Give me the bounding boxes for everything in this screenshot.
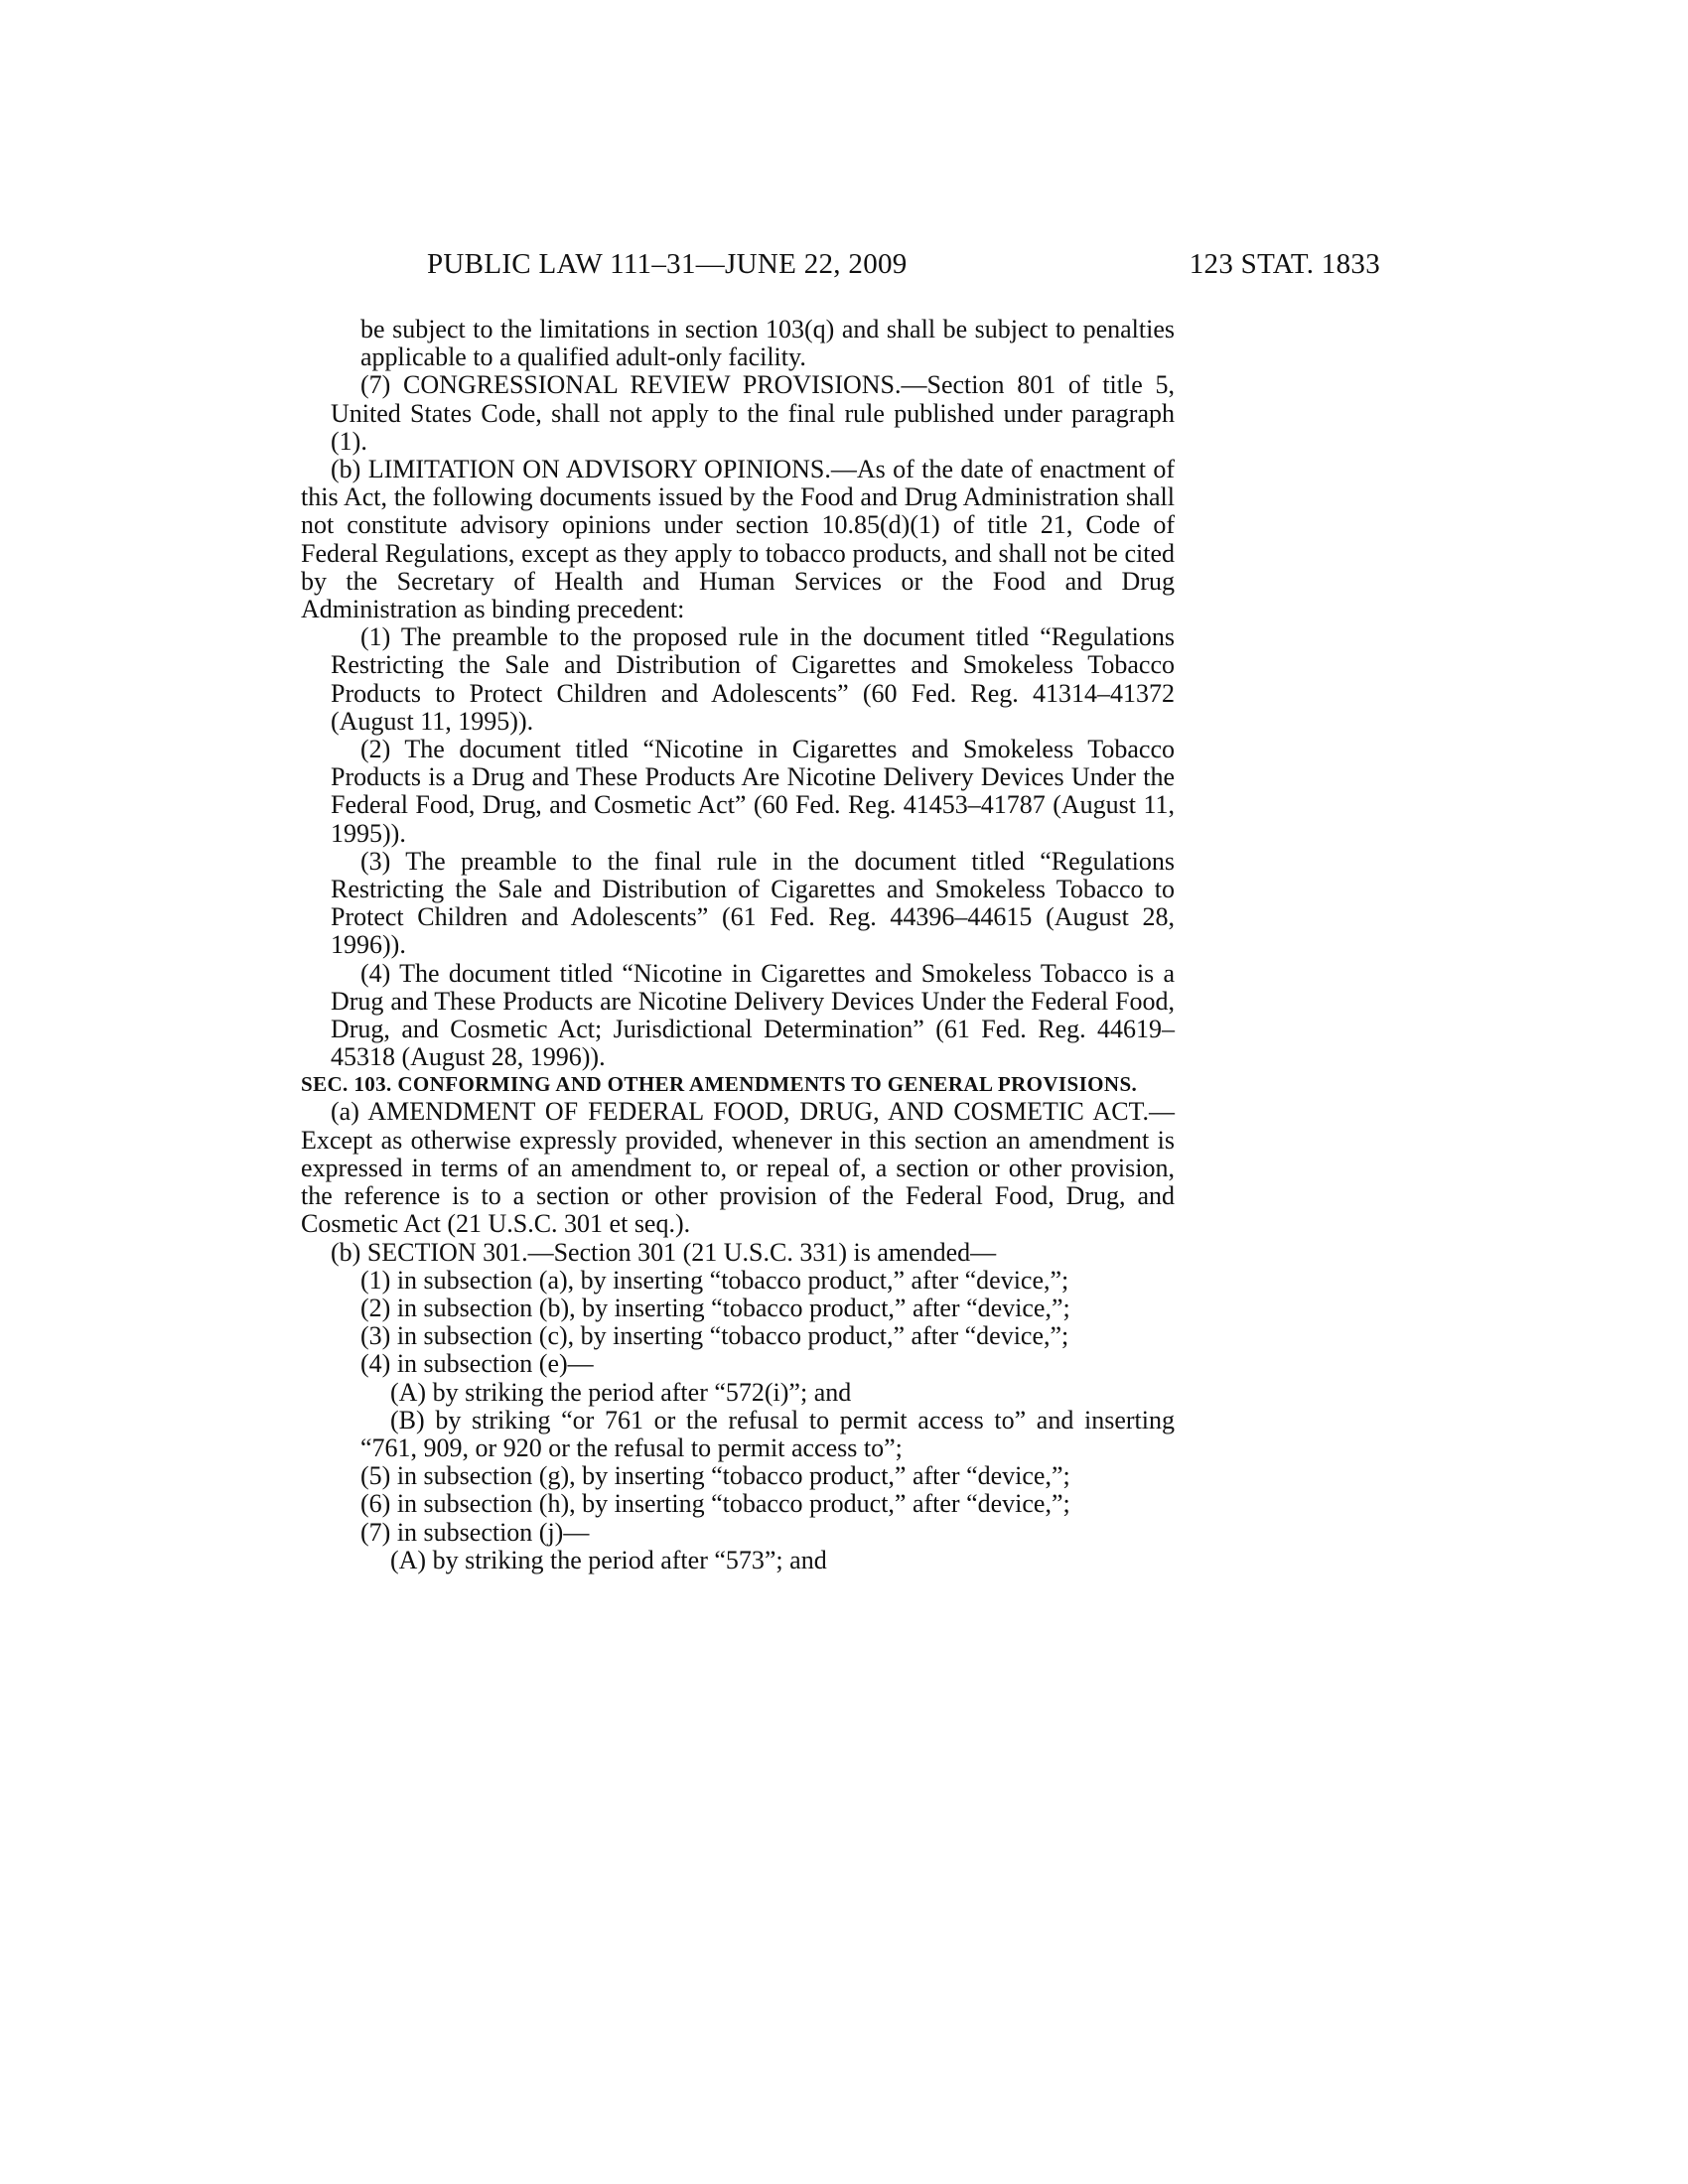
list-subitem-e-b: (B) by striking “or 761 or the refusal to permit access to” and inserting “761, 909, or 920 or the refusal to permit access to”; [360,1405,1175,1462]
list-subitem-j-a: (A) by striking the period after “573”; and [390,1545,827,1574]
list-item-subsection-b: (2) in subsection (b), by inserting “tobacco product,” after “device,”; [360,1293,1070,1322]
list-item-subsection-h: (6) in subsection (h), by inserting “tobacco product,” after “device,”; [360,1489,1070,1519]
running-head-title: PUBLIC LAW 111–31—JUNE 22, 2009 [427,248,908,280]
list-item-subsection-g: (5) in subsection (g), by inserting “tobacco product,” after “device,”; [360,1461,1070,1491]
body-text [301,316,1175,1574]
list-item-4-jurisdictional-determination: (4) The document titled “Nicotine in Cigarettes and Smokeless Tobacco is a Drug and These Products are Nicotine Delivery Devices Under the Federal Food, Drug, and Cosmetic Act; Jurisdictional Determination” (61 Fed. Reg. 44619–45318 (August 28, 1996)). [331,958,1175,1072]
list-item-subsection-a: (1) in subsection (a), by inserting “tobacco product,” after “device,”; [360,1265,1069,1295]
list-item-2-nicotine-document: (2) The document titled “Nicotine in Cigarettes and Smokeless Tobacco Products is a Drug and These Products Are Nicotine Delivery Devices Under the Federal Food, Drug, and Cosmetic Act” (60 Fed. Reg. 41453–41787 (August 11, 1995)). [331,735,1175,848]
list-item-1-preamble-proposed-rule: (1) The preamble to the proposed rule in the document titled “Regulations Restricting the Sale and Distribution of Cigarettes and Smokeless Tobacco Products to Protect Children and Adolescents” (60 Fed. Reg. 41314–41372 (August 11, 1995)). [331,622,1175,736]
paragraph-limitation-advisory-opinions: (b) LIMITATION ON ADVISORY OPINIONS.—As of the date of enactment of this Act, the following documents issued by the Food and Drug Administration shall not constitute advisory opinions under section 10.85(d)(1) of title 21, Code of Federal Regulations, except as they apply to tobacco products, and shall not be cited by the Secretary of Health and Human Services or the Food and Drug Administration as binding precedent: [301,455,1175,624]
paragraph-continuation: be subject to the limitations in section 103(q) and shall be subject to penalties applicable to a qualified adult-only facility. [360,315,1175,372]
section-heading-sec-103: SEC. 103. CONFORMING AND OTHER AMENDMENTS TO GENERAL PROVISIONS. [301,1072,1138,1097]
list-item-subsection-e: (4) in subsection (e)— [360,1349,594,1379]
paragraph-section-301: (b) SECTION 301.—Section 301 (21 U.S.C. 331) is amended— [331,1237,997,1267]
paragraph-congressional-review: (7) CONGRESSIONAL REVIEW PROVISIONS.—Section 801 of title 5, United States Code, shall not apply to the final rule published under paragraph (1). [331,370,1175,456]
list-item-subsection-c: (3) in subsection (c), by inserting “tobacco product,” after “device,”; [360,1321,1069,1351]
paragraph-amendment-fdca: (a) AMENDMENT OF FEDERAL FOOD, DRUG, AND COSMETIC ACT.—Except as otherwise expressly provided, whenever in this section an amendment is expressed in terms of an amendment to, or repeal of, a section or other provision, the reference is to a section or other provision of the Federal Food, Drug, and Cosmetic Act (21 U.S.C. 301 et seq.). [301,1097,1175,1239]
list-subitem-e-a: (A) by striking the period after “572(i)”; and [390,1377,852,1407]
list-item-subsection-j: (7) in subsection (j)— [360,1517,590,1547]
page-number: 123 STAT. 1833 [1189,248,1380,280]
list-item-3-preamble-final-rule: (3) The preamble to the final rule in the document titled “Regulations Restricting the Sale and Distribution of Cigarettes and Smokeless Tobacco to Protect Children and Adolescents” (61 Fed. Reg. 44396–44615 (August 28, 1996)). [331,846,1175,960]
running-head [298,248,1380,288]
